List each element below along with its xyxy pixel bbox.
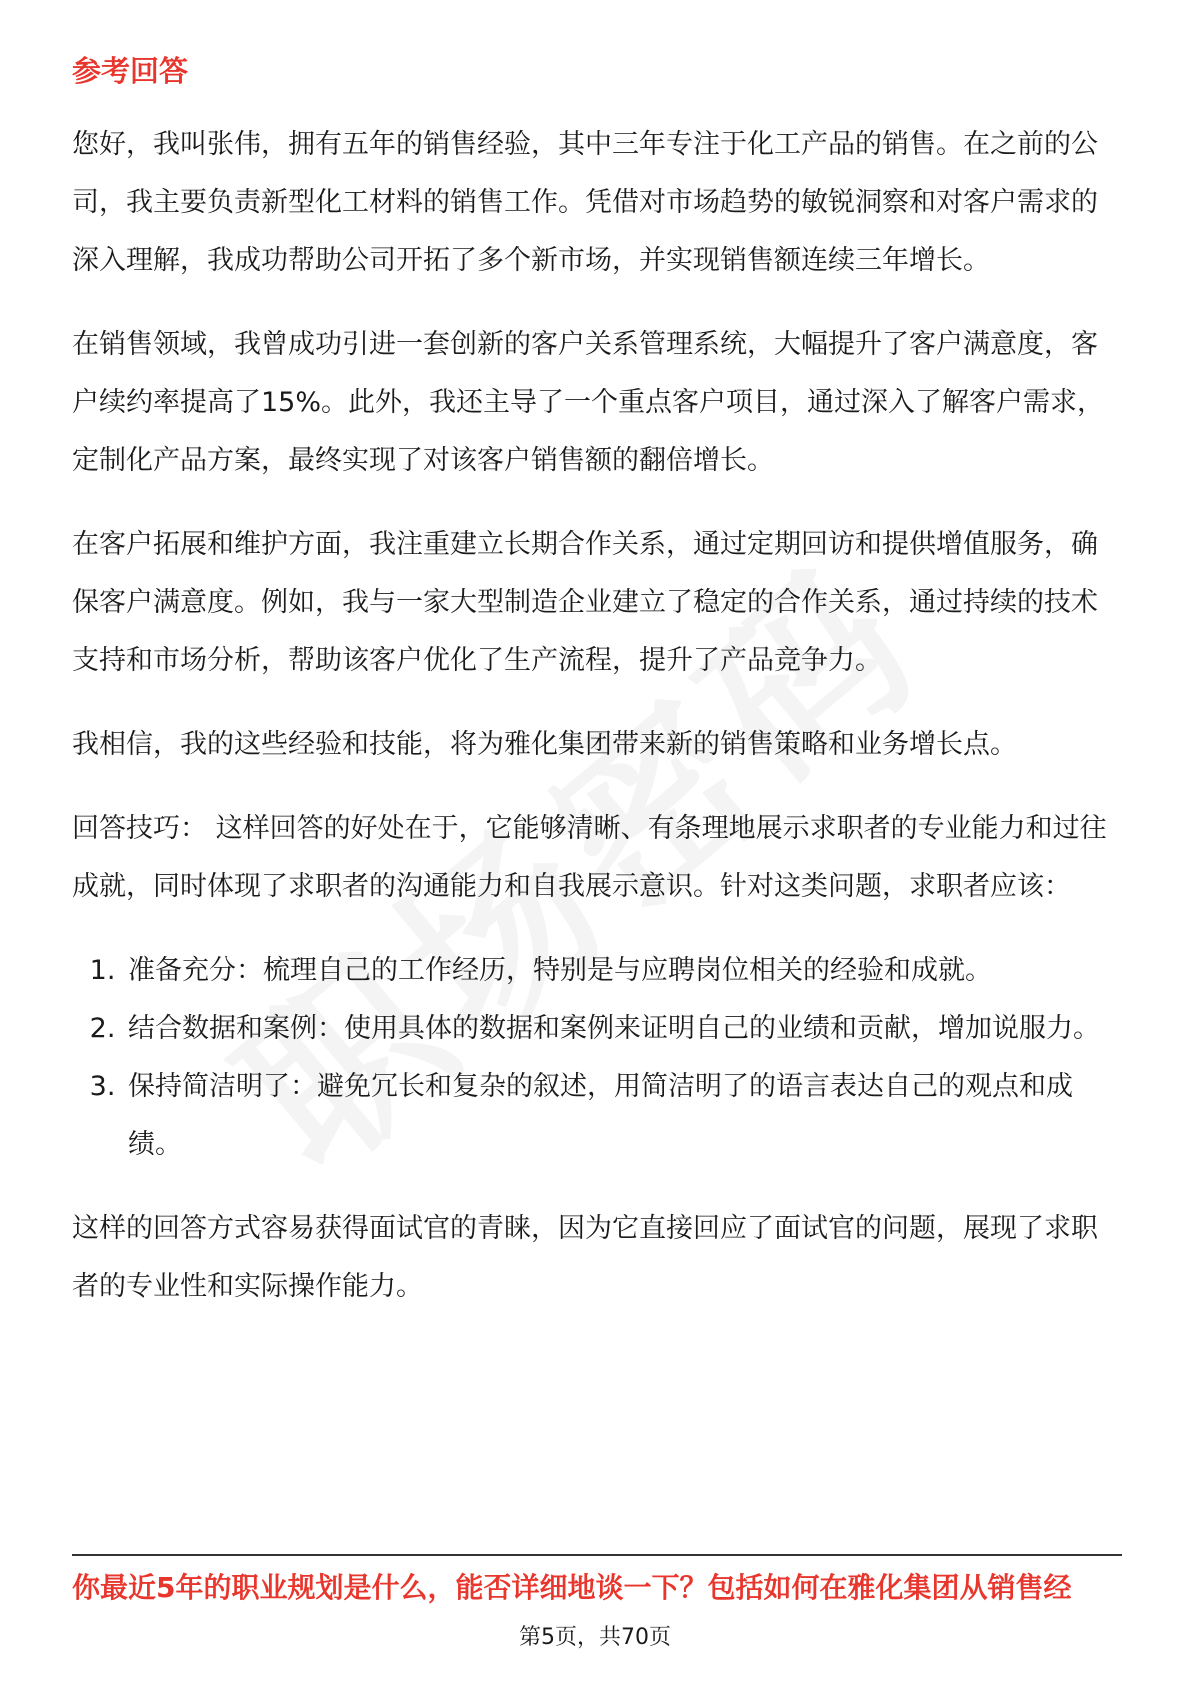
page-number: 第5页，共70页 <box>519 1625 671 1650</box>
tips-list-item: 1. 准备充分：梳理自己的工作经历，特别是与应聘岗位相关的经验和成就。 <box>124 942 1122 1000</box>
page-content <box>72 48 1122 1342</box>
section-divider <box>72 1554 1122 1556</box>
answer-paragraph-3: 在客户拓展和维护方面，我注重建立长期合作关系，通过定期回访和提供增值服务，确保客户满意度。例如，我与一家大型制造企业建立了稳定的合作关系，通过持续的技术支持和市场分析，帮助该客户优化了生产流程，提升了产品竞争力。 <box>72 529 1098 676</box>
answer-paragraph-1: 您好，我叫张伟，拥有五年的销售经验，其中三年专注于化工产品的销售。在之前的公司，我主要负责新型化工材料的销售工作。凭借对市场趋势的敏锐洞察和对客户需求的深入理解，我成功帮助公司开拓了多个新市场，并实现销售额连续三年增长。 <box>72 129 1098 276</box>
tips-list <box>72 942 1122 1174</box>
tips-list-item: 2. 结合数据和案例：使用具体的数据和案例来证明自己的业绩和贡献，增加说服力。 <box>124 1000 1122 1058</box>
next-question-heading: 你最近5年的职业规划是什么，能否详细地谈一下？包括如何在雅化集团从销售经 <box>72 1571 1072 1604</box>
tips-intro-paragraph: 回答技巧： 这样回答的好处在于，它能够清晰、有条理地展示求职者的专业能力和过往成就，同时体现了求职者的沟通能力和自我展示意识。针对这类问题，求职者应该： <box>72 813 1107 902</box>
answer-paragraph-4: 我相信，我的这些经验和技能，将为雅化集团带来新的销售策略和业务增长点。 <box>72 729 1017 760</box>
section-heading: 参考回答 <box>72 54 189 88</box>
tips-list-item: 3. 保持简洁明了：避免冗长和复杂的叙述，用简洁明了的语言表达自己的观点和成绩。 <box>124 1058 1122 1174</box>
answer-paragraph-2: 在销售领域，我曾成功引进一套创新的客户关系管理系统，大幅提升了客户满意度，客户续约率提高了15%。此外，我还主导了一个重点客户项目，通过深入了解客户需求，定制化产品方案，最终实现了对该客户销售额的翻倍增长。 <box>72 329 1105 476</box>
conclusion-paragraph: 这样的回答方式容易获得面试官的青睐，因为它直接回应了面试官的问题，展现了求职者的专业性和实际操作能力。 <box>72 1213 1098 1302</box>
